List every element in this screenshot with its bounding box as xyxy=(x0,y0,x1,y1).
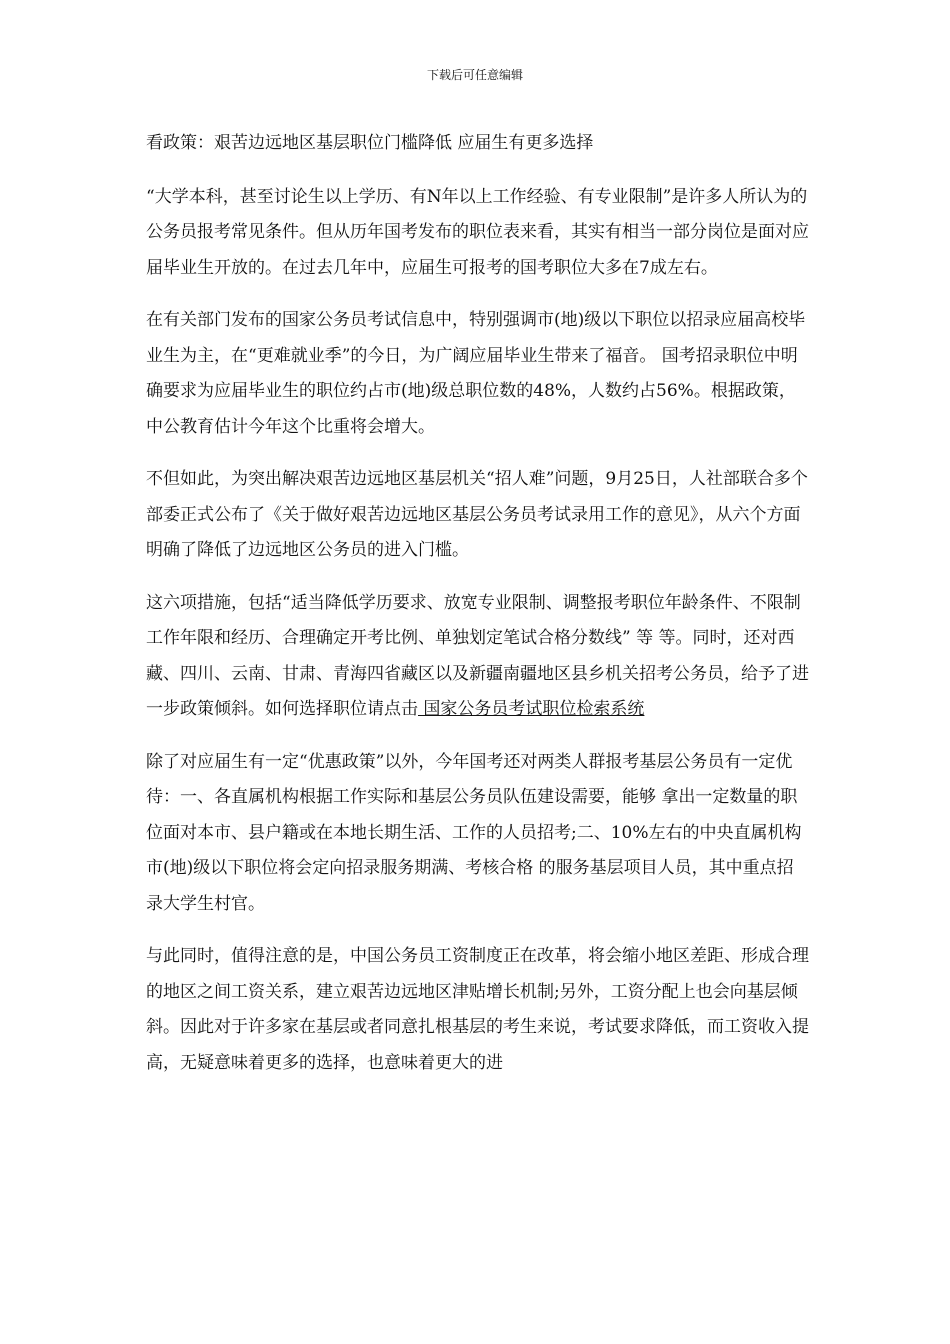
job-search-link[interactable]: 国家公务员考试职位检索系统 xyxy=(418,699,645,719)
paragraph-4-text: 这六项措施，包括“适当降低学历要求、放宽专业限制、调整报考职位年龄条件、不限制工作年限和经历、合理确定开考比例、单独划定笔试合格分数线” 等 等。同时，还对西藏、四川、云南、甘肃、青海四省藏区以及新疆南疆地区县乡机关招考公务员，给予了进一步政策倾斜。如何选择职位请点击 xyxy=(146,592,809,719)
paragraph-6: 与此同时，值得注意的是，中国公务员工资制度正在改革，将会缩小地区差距、形成合理的地区之间工资关系，建立艰苦边远地区津贴增长机制;另外，工资分配上也会向基层倾斜。因此对于许多家在基层或者同意扎根基层的考生来说，考试要求降低，而工资收入提高，无疑意味着更多的选择，也意味着更大的进 xyxy=(146,946,809,1073)
paragraph-4 xyxy=(146,586,810,728)
page-header: 下载后可任意编辑 xyxy=(426,68,523,82)
article-body xyxy=(146,126,810,1098)
paragraph-5: 除了对应届生有一定“优惠政策”以外，今年国考还对两类人群报考基层公务员有一定优待：一、各直属机构根据工作实际和基层公务员队伍建设需要，能够 拿出一定数量的职位面对本市、县户籍或在本地长期生活、工作的人员招考;二、10%左右的中央直属机构市(地)级以下职位将会定向招录服务期满、考核合格 的服务基层项目人员，其中重点招录大学生村官。 xyxy=(146,751,802,914)
paragraph-2: 在有关部门发布的国家公务员考试信息中，特别强调市(地)级以下职位以招录应届高校毕业生为主，在“更难就业季”的今日，为广阔应届毕业生带来了福音。 国考招录职位中明确要求为应届毕业生的职位约占市(地)级总职位数的48%，人数约占56%。根据政策，中公教育估计今年这个比重将会增大。 xyxy=(146,310,806,437)
paragraph-1: “大学本科，甚至讨论生以上学历、有N年以上工作经验、有专业限制”是许多人所认为的公务员报考常见条件。但从历年国考发布的职位表来看，其实有相当一部分岗位是面对应届毕业生开放的。在过去几年中，应届生可报考的国考职位大多在7成左右。 xyxy=(146,186,809,278)
paragraph-3: 不但如此，为突出解决艰苦边远地区基层机关“招人难”问题，9月25日，人社部联合多个部委正式公布了《关于做好艰苦边远地区基层公务员考试录用工作的意见》，从六个方面明确了降低了边远地区公务员的进入门槛。 xyxy=(146,469,808,560)
article-title: 看政策：艰苦边远地区基层职位门槛降低 应届生有更多选择 xyxy=(146,133,594,153)
